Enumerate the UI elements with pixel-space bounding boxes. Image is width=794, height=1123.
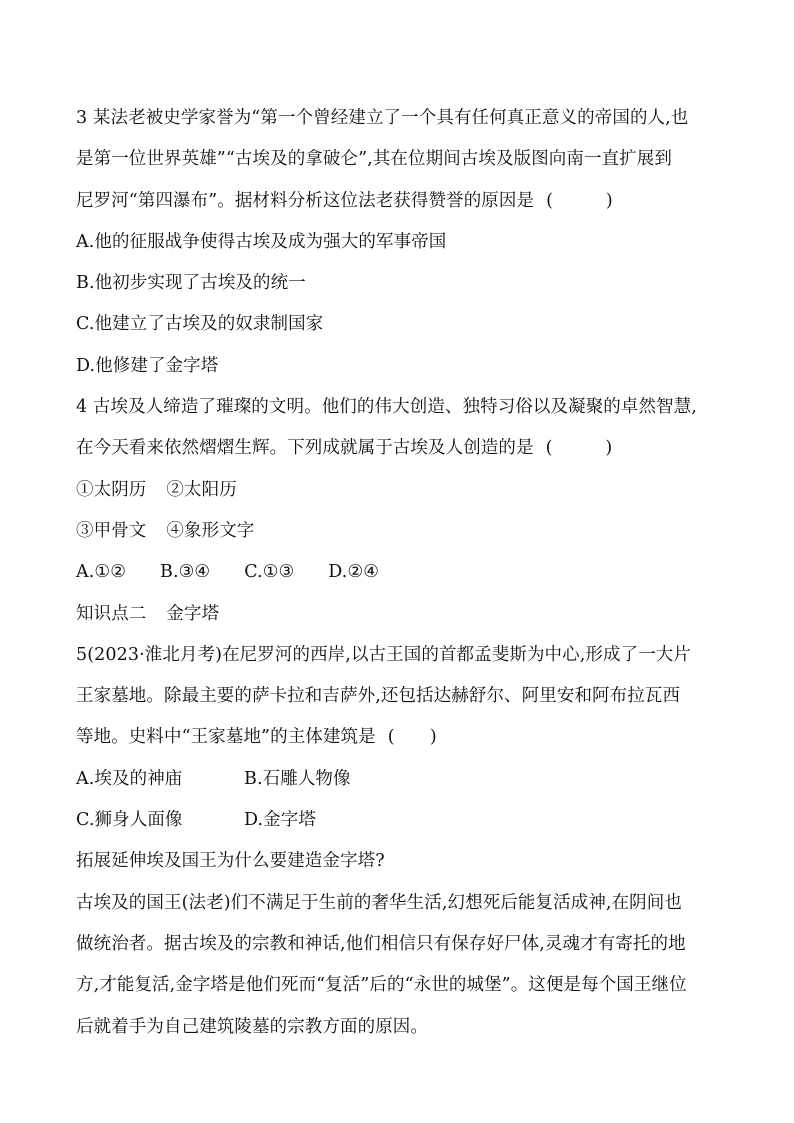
question-5-stem-line-1: 5(2023·淮北月考)在尼罗河的西岸,以古王国的首都孟斐斯为中心,形成了一大片	[76, 644, 692, 665]
document-page	[76, 98, 766, 1048]
question-5-option-b: B.石雕人物像	[244, 768, 351, 789]
question-4-item-2: ②太阳历	[166, 479, 237, 500]
question-5-options-row-2	[76, 800, 766, 841]
section-title: 金字塔	[166, 603, 220, 624]
question-3-stem-line-1: 3 某法老被史学家誉为“第一个曾经建立了一个具有任何真正意义的帝国的人,也	[76, 108, 689, 128]
question-3-stem-text: 尼罗河“第四瀑布”。据材料分析这位法老获得赞誉的原因是	[76, 190, 535, 211]
question-4-options	[76, 552, 766, 593]
question-4-answer-blank: ( )	[545, 438, 613, 459]
question-4-item-1: ①太阴历	[76, 479, 147, 500]
question-3-option-d: D.他修建了金字塔	[76, 355, 219, 376]
extension-text-line-3: 方,才能复活,金字塔是他们死而“复活”后的“永世的城堡”。这便是每个国王继位	[76, 975, 687, 996]
question-4-stem-line-1: 4 古埃及人缔造了璀璨的文明。他们的伟大创造、独特习俗以及凝聚的卓然智慧,	[76, 397, 697, 418]
question-4-stem-text: 在今天看来依然熠熠生辉。下列成就属于古埃及人创造的是	[76, 438, 534, 459]
question-5-options-row-1	[76, 759, 766, 800]
question-4-item-3: ③甲骨文	[76, 520, 147, 541]
question-4-items-row-2	[76, 511, 766, 552]
question-5-option-c: C.狮身人面像	[76, 810, 183, 831]
extension-text-line-1: 古埃及的国王(法老)们不满足于生前的奢华生活,幻想死后能复活成神,在阴间也	[76, 892, 682, 913]
question-4-option-b: B.③④	[159, 562, 211, 583]
question-4-option-c: C.①③	[244, 562, 295, 583]
question-3-stem-line-3	[76, 181, 766, 222]
question-5-stem-line-2: 王家墓地。除最主要的萨卡拉和吉萨外,还包括达赫舒尔、阿里安和阿布拉瓦西	[76, 686, 681, 707]
question-4-items-row-1	[76, 470, 766, 511]
question-3-option-c: C.他建立了古埃及的奴隶制国家	[76, 314, 324, 335]
extension-title: 拓展延伸埃及国王为什么要建造金字塔?	[76, 851, 385, 872]
question-4-stem-line-2	[76, 428, 766, 469]
extension-text-line-2: 做统治者。据古埃及的宗教和神话,他们相信只有保存好尸体,灵魂才有寄托的地	[76, 933, 686, 954]
section-heading	[76, 594, 766, 635]
question-3-option-a: A.他的征服战争使得古埃及成为强大的军事帝国	[76, 231, 447, 252]
question-5-option-a: A.埃及的神庙	[76, 768, 183, 789]
question-3-answer-blank: ( )	[546, 190, 613, 211]
question-4-option-a: A.①②	[76, 562, 126, 583]
question-5-stem-line-3	[76, 717, 766, 758]
question-4-option-d: D.②④	[328, 562, 380, 583]
question-5-stem-text: 等地。史料中“王家墓地”的主体建筑是	[76, 727, 376, 748]
question-5-option-d: D.金字塔	[244, 810, 316, 831]
question-4-item-4: ④象形文字	[166, 520, 255, 541]
question-3-option-b: B.他初步实现了古埃及的统一	[76, 273, 306, 294]
section-label: 知识点二	[76, 603, 147, 624]
question-3-stem-line-2: 是第一位世界英雄”“古埃及的拿破仑”,其在位期间古埃及版图向南一直扩展到	[76, 149, 672, 170]
question-5-answer-blank: ( )	[387, 727, 437, 748]
extension-text-line-4: 后就着手为自己建筑陵墓的宗教方面的原因。	[76, 1016, 428, 1037]
